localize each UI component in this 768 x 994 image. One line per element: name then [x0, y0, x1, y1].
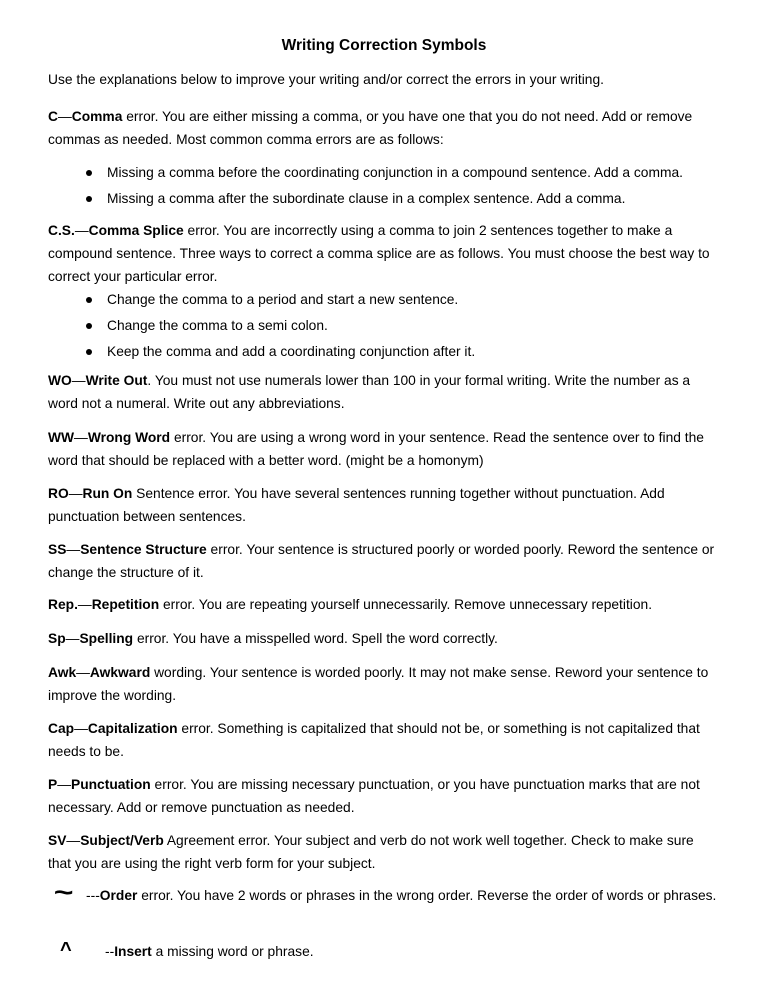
entry-desc: error. You are incorrectly using a comma to join 2 sentences together to make a compound sentence. Three ways to correct a comma splice are as follows. You must choose the best way to correct your particular error. — [48, 223, 710, 284]
entry-code: SS — [48, 542, 67, 557]
entry-desc: Sentence error. You have several sentences running together without punctuation. Add punctuation between sentences. — [48, 486, 665, 524]
entry-wrong-word: WW—Wrong Word error. You are using a wrong word in your sentence. Read the sentence over to find the word that should be replaced with a better word. (might be a homonym) — [48, 430, 704, 468]
entry-code: Rep. — [48, 597, 78, 612]
entry-desc: Agreement error. Your subject and verb do not work well together. Check to make sure that you are using the right verb form for your subject. — [48, 833, 694, 871]
entry-capitalization: Cap—Capitalization error. Something is capitalized that should not be, or something is not capitalized that needs to be. — [48, 721, 700, 759]
entry-term: Run On — [82, 486, 133, 501]
list-item: Keep the comma and add a coordinating conjunction after it. — [84, 339, 724, 365]
entry-desc: error. You are repeating yourself unnecessarily. Remove unnecessary repetition. — [159, 597, 653, 612]
entry-desc: error. You have 2 words or phrases in the wrong order. Reverse the order of words or phrases. — [137, 888, 717, 903]
entry-term: Write Out — [85, 373, 148, 388]
entry-term: Wrong Word — [87, 430, 171, 445]
entry-term: Comma — [71, 109, 123, 124]
entry-code: WO — [48, 373, 72, 388]
list-item: Change the comma to a period and start a new sentence. — [84, 287, 724, 313]
insert-symbol: ^ — [60, 939, 72, 961]
entry-term: Insert — [114, 944, 152, 959]
entry-write-out: WO—Write Out. You must not use numerals lower than 100 in your formal writing. Write the number as a word not a numeral. Write out any abbreviations. — [48, 373, 691, 411]
list-item: Change the comma to a semi colon. — [84, 313, 724, 339]
entry-comma-splice: C.S.—Comma Splice error. You are incorrectly using a comma to join 2 sentences together to make a compound sentence. Three ways to correct a comma splice are as follows. You must choose the best way to correct your particular error. — [48, 223, 710, 284]
entry-desc: error. You are using a wrong word in your sentence. Read the sentence over to find the word that should be replaced with a better word. (might be a homonym) — [48, 430, 704, 468]
entry-code: Cap — [48, 721, 75, 736]
entry-code: Sp — [48, 631, 66, 646]
entry-insert: --Insert a missing word or phrase. — [105, 944, 314, 959]
entry-desc: . You must not use numerals lower than 100 in your formal writing. Write the number as a word not a numeral. Write out any abbreviations. — [48, 373, 691, 411]
entry-desc: error. Your sentence is structured poorly or worded poorly. Reword the sentence or change the structure of it. — [48, 542, 715, 580]
entry-code: Awk — [48, 665, 77, 680]
entry-desc: wording. Your sentence is worded poorly. It may not make sense. Reword your sentence to improve the wording. — [48, 665, 709, 703]
entry-punctuation: P—Punctuation error. You are missing necessary punctuation, or you have punctuation marks that are not necessary. Add or remove punctuation as needed. — [48, 777, 700, 815]
entry-code: SV — [48, 833, 67, 848]
entry-run-on: RO—Run On Sentence error. You have several sentences running together without punctuation. Add punctuation between sentences. — [48, 486, 665, 524]
entry-term: Order — [99, 888, 138, 903]
entry-spelling: Sp—Spelling error. You have a misspelled word. Spell the word correctly. — [48, 631, 498, 646]
entry-term: Comma Splice — [88, 223, 184, 238]
entry-repetition: Rep.—Repetition error. You are repeating yourself unnecessarily. Remove unnecessary repetition. — [48, 597, 653, 612]
order-symbol: ~ — [53, 877, 74, 907]
entry-code: C.S. — [48, 223, 75, 238]
entry-code: RO — [48, 486, 69, 501]
list-item: Missing a comma after the subordinate clause in a complex sentence. Add a comma. — [84, 186, 724, 212]
page-title: Writing Correction Symbols — [281, 37, 487, 54]
entry-desc: error. You are either missing a comma, or you have one that you do not need. Add or remove commas as needed. Most common comma errors are as follows: — [48, 109, 693, 147]
entry-order: ---Order error. You have 2 words or phrases in the wrong order. Reverse the order of words or phrases. — [86, 888, 717, 903]
entry-term: Subject/Verb — [80, 833, 164, 848]
entry-comma: C—Comma error. You are either missing a comma, or you have one that you do not need. Add or remove commas as needed. Most common comma errors are as follows: — [48, 109, 693, 147]
entry-code: P — [48, 777, 58, 792]
entry-code: C — [48, 109, 58, 124]
intro-text: Use the explanations below to improve your writing and/or correct the errors in your writing. — [48, 72, 604, 87]
list-item: Missing a comma before the coordinating conjunction in a compound sentence. Add a comma. — [84, 160, 724, 186]
entry-desc: error. You have a misspelled word. Spell the word correctly. — [133, 631, 498, 646]
comma-bullet-list — [84, 160, 724, 212]
splice-bullet-list — [84, 287, 724, 365]
entry-desc: a missing word or phrase. — [151, 944, 314, 959]
entry-term: Awkward — [89, 665, 151, 680]
entry-term: Spelling — [79, 631, 134, 646]
entry-term: Punctuation — [71, 777, 151, 792]
entry-awkward: Awk—Awkward wording. Your sentence is worded poorly. It may not make sense. Reword your sentence to improve the wording. — [48, 665, 709, 703]
entry-term: Sentence Structure — [80, 542, 207, 557]
entry-desc: error. Something is capitalized that should not be, or something is not capitalized that needs to be. — [48, 721, 700, 759]
entry-code: WW — [48, 430, 75, 445]
entry-desc: error. You are missing necessary punctuation, or you have punctuation marks that are not necessary. Add or remove punctuation as needed. — [48, 777, 700, 815]
entry-sentence-structure: SS—Sentence Structure error. Your sentence is structured poorly or worded poorly. Reword the sentence or change the structure of it. — [48, 542, 715, 580]
entry-subject-verb: SV—Subject/Verb Agreement error. Your subject and verb do not work well together. Check to make sure that you are using the right verb form for your subject. — [48, 833, 694, 871]
entry-term: Capitalization — [87, 721, 178, 736]
entry-term: Repetition — [91, 597, 160, 612]
